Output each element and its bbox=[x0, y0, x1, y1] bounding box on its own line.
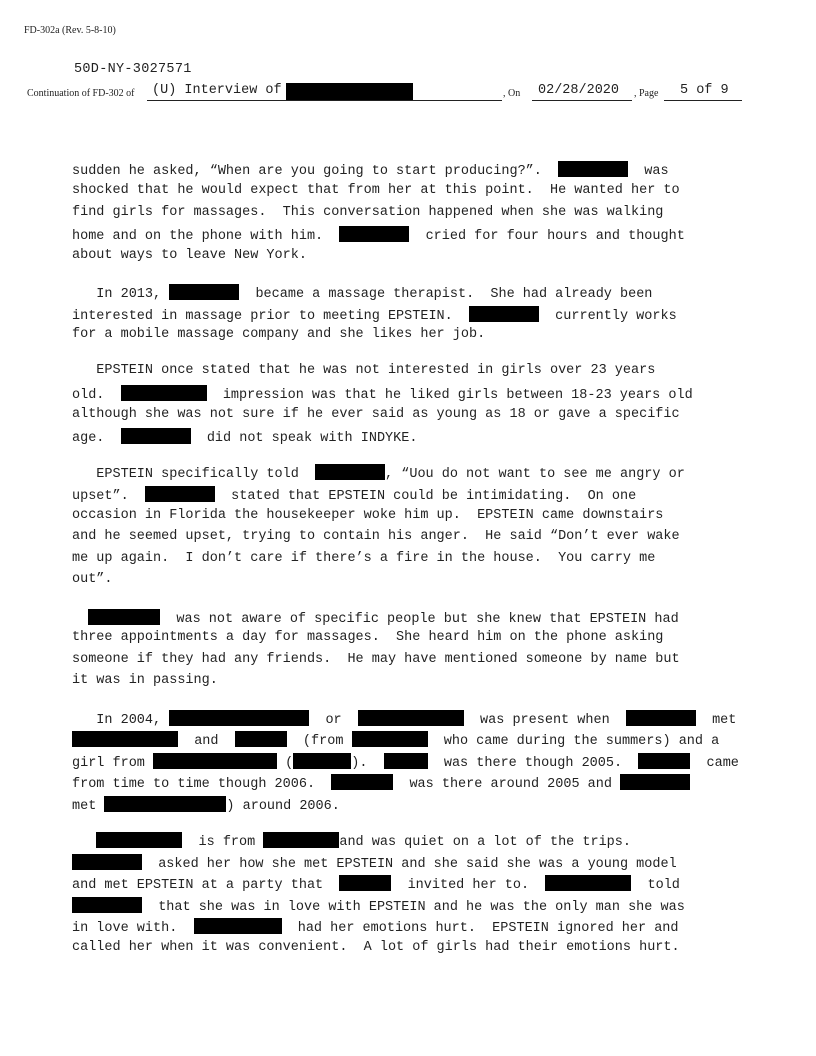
body-line: occasion in Florida the housekeeper woke him up. EPSTEIN came downstairs bbox=[72, 508, 664, 523]
body-line: out”. bbox=[72, 572, 113, 587]
redaction bbox=[121, 385, 207, 401]
body-line: and (from who came during the summers) and a bbox=[72, 731, 719, 750]
redaction bbox=[72, 731, 178, 747]
body-line: and he seemed upset, trying to contain his anger. He said “Don’t ever wake bbox=[72, 529, 680, 544]
on-label: , On bbox=[503, 88, 521, 99]
body-line: EPSTEIN once stated that he was not interested in girls over 23 years bbox=[72, 363, 656, 378]
redacted-subject-name bbox=[286, 83, 413, 100]
body-line: is from and was quiet on a lot of the trips. bbox=[72, 832, 631, 851]
body-line: home and on the phone with him. cried for four hours and thought bbox=[72, 226, 685, 245]
redaction bbox=[293, 753, 351, 769]
date-field: 02/28/2020 bbox=[538, 83, 620, 98]
redaction bbox=[104, 796, 226, 812]
redaction bbox=[384, 753, 428, 769]
subject-field: (U) Interview of bbox=[152, 83, 282, 98]
body-line: sudden he asked, “When are you going to start producing?”. was bbox=[72, 161, 669, 180]
redaction bbox=[169, 284, 239, 300]
redaction bbox=[153, 753, 277, 769]
redaction bbox=[352, 731, 428, 747]
body-line: EPSTEIN specifically told , “Uou do not want to see me angry or bbox=[72, 464, 685, 483]
redaction bbox=[88, 609, 160, 625]
redaction bbox=[315, 464, 385, 480]
body-line: find girls for massages. This conversation happened when she was walking bbox=[72, 205, 664, 220]
body-line: it was in passing. bbox=[72, 673, 218, 688]
body-line: and met EPSTEIN at a party that invited her to. told bbox=[72, 875, 680, 894]
redaction bbox=[72, 854, 142, 870]
redaction bbox=[235, 731, 287, 747]
page-label: , Page bbox=[634, 88, 659, 99]
redaction bbox=[339, 875, 391, 891]
continuation-label: Continuation of FD-302 of bbox=[27, 88, 135, 99]
redaction bbox=[72, 897, 142, 913]
redaction bbox=[145, 486, 215, 502]
redaction bbox=[194, 918, 282, 934]
redaction bbox=[121, 428, 191, 444]
body-line: In 2004, or was present when met bbox=[72, 710, 736, 729]
form-id: FD-302a (Rev. 5-8-10) bbox=[24, 25, 116, 36]
redaction bbox=[169, 710, 309, 726]
body-line: shocked that he would expect that from her at this point. He wanted her to bbox=[72, 183, 680, 198]
body-line: although she was not sure if he ever said as young as 18 or gave a specific bbox=[72, 407, 680, 422]
body-line: old. impression was that he liked girls between 18-23 years old bbox=[72, 385, 693, 404]
redaction bbox=[263, 832, 339, 848]
redaction bbox=[331, 774, 393, 790]
redaction bbox=[469, 306, 539, 322]
redaction bbox=[620, 774, 690, 790]
body-line: about ways to leave New York. bbox=[72, 248, 307, 263]
redaction bbox=[358, 710, 464, 726]
body-line: age. did not speak with INDYKE. bbox=[72, 428, 417, 447]
redaction bbox=[558, 161, 628, 177]
body-line: In 2013, became a massage therapist. She had already been bbox=[72, 284, 652, 303]
body-line: asked her how she met EPSTEIN and she said she was a young model bbox=[72, 854, 677, 873]
body-line: in love with. had her emotions hurt. EPSTEIN ignored her and bbox=[72, 918, 679, 937]
body-line: someone if they had any friends. He may have mentioned someone by name but bbox=[72, 652, 680, 667]
body-line: for a mobile massage company and she likes her job. bbox=[72, 327, 486, 342]
redaction bbox=[545, 875, 631, 891]
body-line: three appointments a day for massages. She heard him on the phone asking bbox=[72, 630, 664, 645]
body-line: from time to time though 2006. was there around 2005 and bbox=[72, 774, 690, 793]
body-line: interested in massage prior to meeting EPSTEIN. currently works bbox=[72, 306, 677, 325]
body-line: upset”. stated that EPSTEIN could be intimidating. On one bbox=[72, 486, 636, 505]
body-line: was not aware of specific people but she knew that EPSTEIN had bbox=[72, 609, 679, 628]
case-number: 50D-NY-3027571 bbox=[74, 62, 192, 77]
body-line: me up again. I don’t care if there’s a fire in the house. You carry me bbox=[72, 551, 656, 566]
redaction bbox=[626, 710, 696, 726]
redaction bbox=[96, 832, 182, 848]
body-line: girl from ( ). was there though 2005. came bbox=[72, 753, 739, 772]
redaction bbox=[339, 226, 409, 242]
page-field: 5 of 9 bbox=[680, 83, 729, 98]
body-line: met ) around 2006. bbox=[72, 796, 340, 815]
body-line: called her when it was convenient. A lot of girls had their emotions hurt. bbox=[72, 940, 680, 955]
body-line: that she was in love with EPSTEIN and he was the only man she was bbox=[72, 897, 685, 916]
redaction bbox=[638, 753, 690, 769]
